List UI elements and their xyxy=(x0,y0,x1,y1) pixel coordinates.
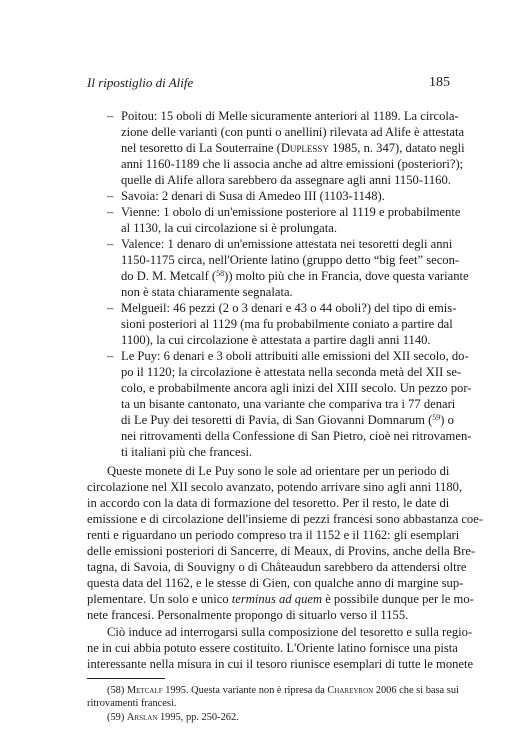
list-item-line: Valence: 1 denaro di un'emissione attestata nei tesoretti degli anni xyxy=(121,237,453,251)
list-dash: – xyxy=(107,205,114,219)
list-item-line: ta un bisante cantonato, una variante che compariva tra i 77 denari xyxy=(121,397,456,411)
paragraph-line: delle emissioni posteriori di Sancerre, di Meaux, di Provins, anche della Bre- xyxy=(87,544,476,558)
list-item-line: al 1130, la cui circolazione si è prolungata. xyxy=(121,221,337,235)
list-item-line: quelle di Alife allora sarebbero da assegnare agli anni 1150-1160. xyxy=(121,173,451,187)
paragraph-line: circolazione nel XII secolo avanzato, potendo arrivare sino agli anni 1180, xyxy=(87,480,463,494)
running-title: Il ripostiglio di Alife xyxy=(87,75,194,90)
list-dash: – xyxy=(107,189,114,203)
list-item-line: ti italiani più che francesi. xyxy=(121,445,253,459)
list-item-line: do D. M. Metcalf ($^{58}$)) molto più che in Francia, dove questa variante xyxy=(121,269,469,283)
list-item-line: anni 1160-1189 che li associa anche ad altre emissioni (posteriori?); xyxy=(121,157,464,171)
list-item-line: 1100), la cui circolazione è attestata a partire dagli anni 1140. xyxy=(121,333,431,347)
list-item-line: Poitou: 15 oboli di Melle sicuramente anteriori al 1189. La circola- xyxy=(121,109,459,123)
list-dash: – xyxy=(107,349,114,363)
list-item-line: di Le Puy dei tesoretti di Pavia, di San Giovanni Domnarum ($^{59}$) o xyxy=(121,413,454,427)
list-dash: – xyxy=(107,237,114,251)
footnote-58: (58) Metcalf 1995. Questa variante non è ripresa da Chareyron 2006 che si basa sui xyxy=(107,685,459,696)
paragraph-line: tagna, di Savoia, di Souvigny o di Châteaudun sarebbero da attendersi oltre xyxy=(87,560,467,574)
footnote-59: (59) Arslan 1995, pp. 250-262. xyxy=(107,712,239,723)
list-item-line: colo, e probabilmente ancora agli inizi del XIII secolo. Un pezzo por- xyxy=(121,381,472,395)
list-item-line: nei ritrovamenti della Confessione di San Pietro, cioè nei ritrovamen- xyxy=(121,429,472,443)
footnote-number: (58) xyxy=(107,685,125,696)
list-item-line: po il 1120; la circolazione è attestata nella seconda metà del XII se- xyxy=(121,365,462,379)
paragraph-line: emissione e di circolazione dell'insieme di pezzi francesi sono abbastanza coe- xyxy=(87,512,484,526)
paragraph-line: plementare. Un solo e unico terminus ad quem è possibile dunque per le mo- xyxy=(87,592,474,606)
list-item-line: Melgueil: 46 pezzi (2 o 3 denari e 43 o 44 oboli?) del tipo di emis- xyxy=(121,301,457,315)
list-item-line: Vienne: 1 obolo di un'emissione posteriore al 1119 e probabilmente xyxy=(121,205,461,219)
list-dash: – xyxy=(107,301,114,315)
list-item-line: Savoia: 2 denari di Susa di Amedeo III (1103-1148). xyxy=(121,189,385,203)
list-item-line: Le Puy: 6 denari e 3 oboli attribuiti alle emissioni del XII secolo, do- xyxy=(121,349,469,363)
paragraph-line: interessante nella misura in cui il tesoro riunisce esemplari di tutte le monete xyxy=(87,657,474,671)
footnote-number: (59) xyxy=(107,712,125,723)
running-head xyxy=(87,75,450,95)
paragraph-line: ne in cui abbia potuto essere costituito. L'Oriente latino fornisce una pista xyxy=(87,641,458,655)
list-dash: – xyxy=(107,109,114,123)
paragraph-line: questa data del 1162, e le stesse di Gien, con qualche anno di margine sup- xyxy=(87,576,464,590)
page-number: 185 xyxy=(429,75,450,90)
footnote-rule xyxy=(87,678,165,679)
paragraph-line: nete francesi. Personalmente propongo di situarlo verso il 1155. xyxy=(87,608,409,622)
footnote-58-continued: ritrovamenti francesi. xyxy=(87,698,177,709)
list-item-line: non è stata chiaramente segnalata. xyxy=(121,285,293,299)
list-item-line: 1150-1175 circa, nell'Oriente latino (gruppo detto “big feet” secon- xyxy=(121,253,460,267)
list-item-line: nel tesoretto di La Souterraine (Duplessy 1985, n. 347), datato negli xyxy=(121,141,465,155)
paragraph-line: Queste monete di Le Puy sono le sole ad orientare per un periodo di xyxy=(107,464,450,478)
list-item-line: sioni posteriori al 1129 (ma fu probabilmente coniato a partire dal xyxy=(121,317,453,331)
paragraph-line: Ciò induce ad interrogarsi sulla composizione del tesoretto e sulla regio- xyxy=(107,625,473,639)
paragraph-line: renti e riguardano un periodo compreso tra il 1152 e il 1162: gli esemplari xyxy=(87,528,460,542)
paragraph-line: in accordo con la data di formazione del tesoretto. Per il resto, le date di xyxy=(87,496,450,510)
list-item-line: zione delle varianti (con punti o anellini) rilevata ad Alife è attestata xyxy=(121,125,465,139)
